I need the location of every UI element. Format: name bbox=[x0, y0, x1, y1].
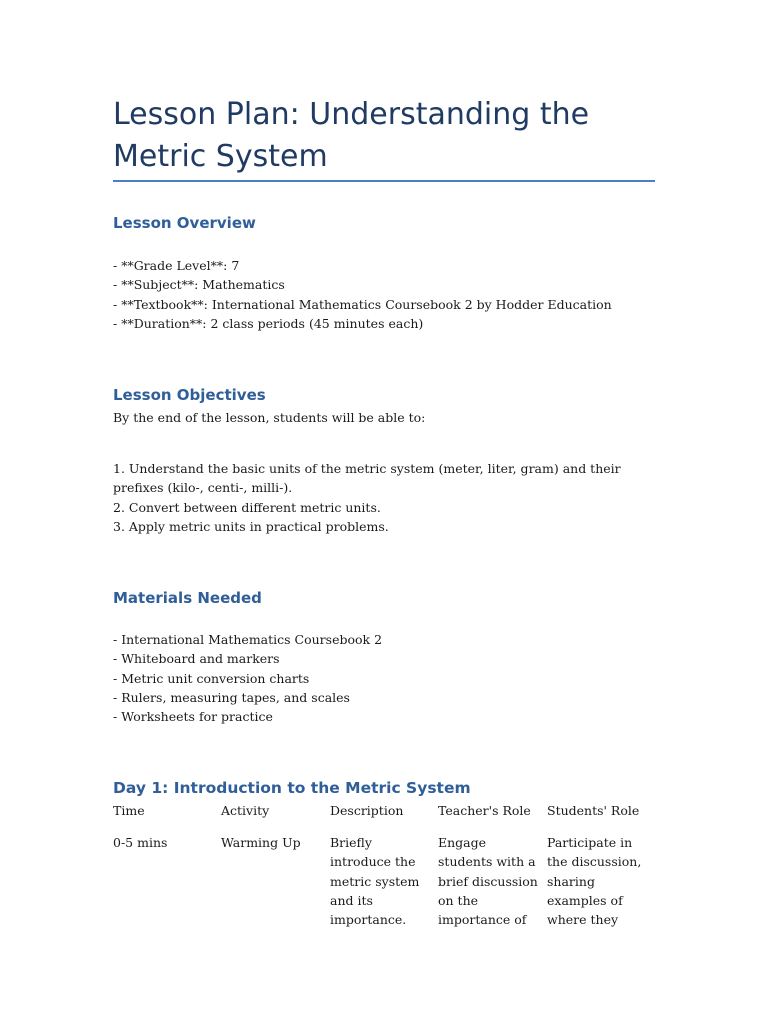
table-header-row bbox=[113, 801, 658, 831]
objectives-list bbox=[113, 459, 658, 536]
materials-heading: Materials Needed bbox=[113, 589, 262, 607]
column-header-activity: Activity bbox=[221, 803, 270, 818]
materials-item-coursebook: - International Mathematics Coursebook 2 bbox=[113, 632, 383, 647]
overview-list bbox=[113, 256, 658, 333]
table-row bbox=[113, 833, 658, 953]
materials-list bbox=[113, 630, 658, 726]
objectives-intro bbox=[113, 408, 658, 427]
materials-item-rulers: - Rulers, measuring tapes, and scales bbox=[113, 689, 350, 705]
materials-item-whiteboard: - Whiteboard and markers bbox=[113, 651, 280, 667]
overview-heading: Lesson Overview bbox=[113, 214, 256, 232]
objective-item-2: 2. Convert between different metric units. bbox=[113, 499, 381, 515]
cell-time: 0-5 mins bbox=[113, 835, 168, 850]
materials-item-charts: - Metric unit conversion charts bbox=[113, 670, 310, 686]
objectives-intro-text: By the end of the lesson, students will be able to: bbox=[113, 410, 426, 425]
overview-item-grade: - **Grade Level**: 7 bbox=[113, 258, 240, 273]
overview-item-subject: - **Subject**: Mathematics bbox=[113, 277, 285, 293]
column-header-description: Description bbox=[330, 803, 404, 818]
cell-description: Briefly introduce the metric system and its importance. bbox=[330, 835, 420, 928]
title-divider bbox=[113, 180, 655, 182]
objective-item-3: 3. Apply metric units in practical problems. bbox=[113, 518, 389, 534]
page-title: Lesson Plan: Understanding the Metric System bbox=[113, 97, 590, 174]
column-header-teacher-role: Teacher's Role bbox=[438, 803, 531, 818]
cell-students-role: Participate in the discussion, sharing examples of where they bbox=[547, 835, 642, 928]
overview-item-textbook: - **Textbook**: International Mathematics Coursebook 2 by Hodder Education bbox=[113, 296, 612, 312]
column-header-time: Time bbox=[113, 803, 145, 818]
day1-table bbox=[113, 801, 658, 951]
cell-activity: Warming Up bbox=[221, 835, 301, 850]
objectives-heading: Lesson Objectives bbox=[113, 386, 266, 404]
materials-item-worksheets: - Worksheets for practice bbox=[113, 709, 273, 725]
cell-teacher-role: Engage students with a brief discussion on the importance of bbox=[438, 835, 538, 928]
column-header-students-role: Students' Role bbox=[547, 803, 640, 818]
objective-item-1: 1. Understand the basic units of the metric system (meter, liter, gram) and their prefixes (kilo-, centi-, milli-). bbox=[113, 461, 621, 496]
day1-heading: Day 1: Introduction to the Metric System bbox=[113, 779, 471, 797]
overview-item-duration: - **Duration**: 2 class periods (45 minutes each) bbox=[113, 315, 424, 331]
